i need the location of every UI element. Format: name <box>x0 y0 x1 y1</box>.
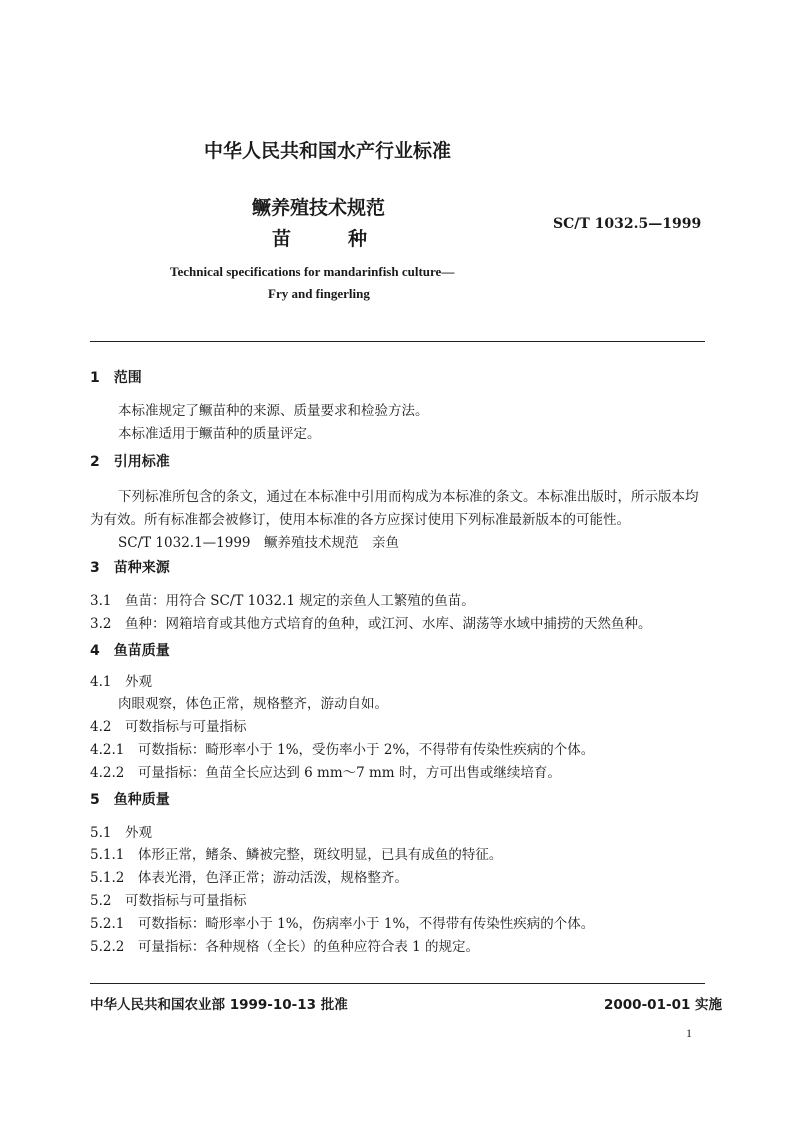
clause-5-1: 5.1 外观 <box>90 825 152 841</box>
section-1-para-1: 本标准规定了鳜苗种的来源、质量要求和检验方法。 <box>118 403 429 419</box>
header-divider <box>90 341 705 342</box>
clause-4-1-text: 肉眼观察，体色正常，规格整齐，游动自如。 <box>118 696 388 712</box>
section-1-heading: 1 范围 <box>90 370 142 386</box>
clause-5-1-1: 5.1.1 体形正常，鳍条、鳞被完整，斑纹明显，已具有成鱼的特征。 <box>90 847 503 863</box>
section-2-heading: 2 引用标准 <box>90 454 170 470</box>
clause-4-2: 4.2 可数指标与可量指标 <box>90 719 247 735</box>
section-2-para-line-1: 下列标准所包含的条文，通过在本标准中引用而构成为本标准的条文。本标准出版时，所示版本均 <box>118 489 699 505</box>
section-5-heading: 5 鱼种质量 <box>90 792 170 808</box>
standard-subtitle: 苗 种 <box>272 228 368 250</box>
clause-3-1: 3.1 鱼苗：用符合 SC/T 1032.1 规定的亲鱼人工繁殖的鱼苗。 <box>90 593 475 609</box>
section-2-para-line-2: 为有效。所有标准都会被修订，使用本标准的各方应探讨使用下列标准最新版本的可能性。 <box>90 512 630 528</box>
page-number: 1 <box>686 1026 692 1040</box>
clause-4-2-1: 4.2.1 可数指标：畸形率小于 1%，受伤率小于 2%，不得带有传染性疾病的个体。 <box>90 742 595 758</box>
clause-5-2-2: 5.2.2 可量指标：各种规格（全长）的鱼种应符合表 1 的规定。 <box>90 939 480 955</box>
clause-5-1-2: 5.1.2 体表光滑，色泽正常；游动活泼，规格整齐。 <box>90 870 408 886</box>
approval-line: 中华人民共和国农业部 1999-10-13 批准 <box>90 997 348 1013</box>
clause-5-2-1: 5.2.1 可数指标：畸形率小于 1%，伤病率小于 1%，不得带有传染性疾病的个体。 <box>90 916 595 932</box>
standard-title: 鳜养殖技术规范 <box>252 197 386 219</box>
section-2-reference: SC/T 1032.1—1999 鳜养殖技术规范 亲鱼 <box>118 535 400 551</box>
english-title: Technical specifications for mandarinfish culture— <box>170 264 455 279</box>
clause-5-2: 5.2 可数指标与可量指标 <box>90 893 247 909</box>
clause-4-1: 4.1 外观 <box>90 674 152 690</box>
standard-code: SC/T 1032.5—1999 <box>553 216 702 232</box>
english-subtitle: Fry and fingerling <box>268 286 370 301</box>
section-4-heading: 4 鱼苗质量 <box>90 643 170 659</box>
clause-3-2: 3.2 鱼种：网箱培育或其他方式培育的鱼种，或江河、水库、湖荡等水域中捕捞的天然鱼种。 <box>90 616 652 632</box>
implementation-date: 2000-01-01 实施 <box>604 997 723 1013</box>
section-3-heading: 3 苗种来源 <box>90 560 170 576</box>
section-1-para-2: 本标准适用于鳜苗种的质量评定。 <box>118 426 321 442</box>
clause-4-2-2: 4.2.2 可量指标：鱼苗全长应达到 6 mm～7 mm 时，方可出售或继续培育。 <box>90 765 561 781</box>
org-title: 中华人民共和国水产行业标准 <box>204 140 452 162</box>
footer-divider <box>90 983 705 984</box>
